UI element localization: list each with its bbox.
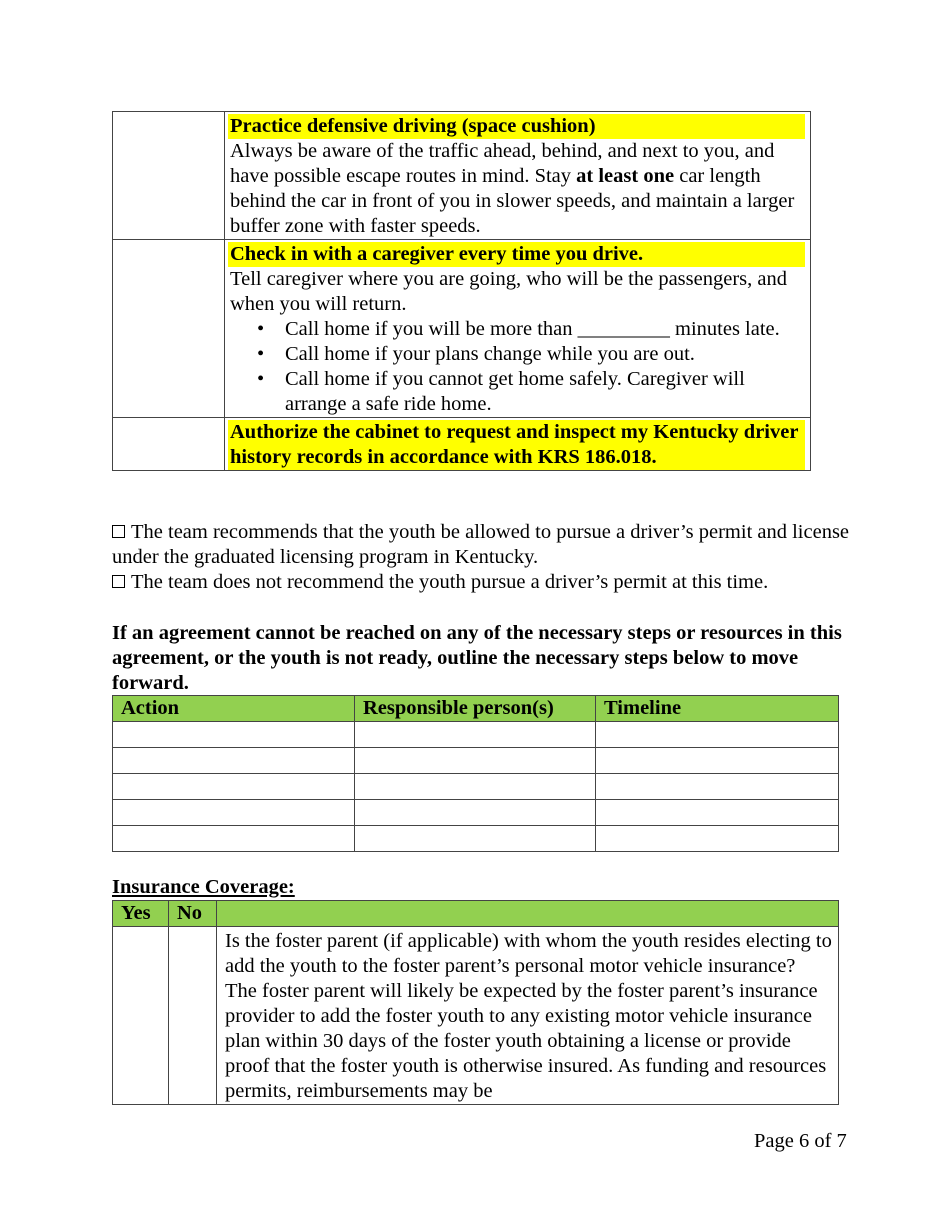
header-timeline: Timeline bbox=[596, 696, 839, 722]
responsible-cell[interactable] bbox=[355, 748, 596, 774]
header-no: No bbox=[169, 901, 217, 927]
recommend-option bbox=[112, 520, 852, 570]
timeline-cell[interactable] bbox=[596, 800, 839, 826]
table-header-row bbox=[113, 901, 839, 927]
table-row bbox=[113, 826, 839, 852]
list-item: • Call home if you cannot get home safely. Caregiver will arrange a safe ride home. bbox=[285, 367, 804, 417]
table-row bbox=[113, 112, 811, 240]
rule-cell bbox=[225, 112, 811, 240]
action-cell[interactable] bbox=[113, 748, 355, 774]
table-header-row bbox=[113, 696, 839, 722]
list-item: • Call home if your plans change while you are out. bbox=[285, 342, 804, 367]
no-cell[interactable] bbox=[169, 927, 217, 1105]
table-row bbox=[113, 748, 839, 774]
not-recommend-option bbox=[112, 570, 852, 595]
action-cell[interactable] bbox=[113, 826, 355, 852]
bullet-list bbox=[230, 317, 804, 417]
timeline-cell[interactable] bbox=[596, 748, 839, 774]
agreement-note: If an agreement cannot be reached on any of the necessary steps or resources in this agreement, or the youth is not ready, outline the necessary steps below to move forward. bbox=[112, 622, 842, 694]
driving-rules-table bbox=[112, 111, 811, 471]
steps-table bbox=[112, 695, 839, 852]
responsible-cell[interactable] bbox=[355, 722, 596, 748]
header-responsible: Responsible person(s) bbox=[355, 696, 596, 722]
not-recommend-text: The team does not recommend the youth pursue a driver’s permit at this time. bbox=[131, 571, 769, 593]
page-number: Page 6 of 7 bbox=[754, 1130, 847, 1152]
rule-heading: Authorize the cabinet to request and inspect my Kentucky driver history records in accordance with KRS 186.018. bbox=[228, 420, 805, 470]
timeline-cell[interactable] bbox=[596, 774, 839, 800]
table-row bbox=[113, 418, 811, 471]
header-action: Action bbox=[113, 696, 355, 722]
timeline-cell[interactable] bbox=[596, 826, 839, 852]
action-cell[interactable] bbox=[113, 722, 355, 748]
checkbox-recommend[interactable] bbox=[112, 525, 125, 538]
header-question bbox=[217, 901, 839, 927]
responsible-cell[interactable] bbox=[355, 800, 596, 826]
responsible-cell[interactable] bbox=[355, 826, 596, 852]
empty-cell bbox=[113, 112, 225, 240]
empty-cell bbox=[113, 240, 225, 418]
checkbox-not-recommend[interactable] bbox=[112, 575, 125, 588]
recommend-text: The team recommends that the youth be allowed to pursue a driver’s permit and license under the graduated licensing program in Kentucky. bbox=[112, 521, 850, 568]
rule-text: Always be aware of the traffic ahead, behind, and next to you, and have possible escape routes in mind. Stay at least one car length behind the car in front of you in slower speeds, and maintain a larger buffer zone with faster speeds. bbox=[230, 140, 795, 237]
rule-heading: Practice defensive driving (space cushion) bbox=[228, 114, 805, 139]
rule-heading: Check in with a caregiver every time you drive. bbox=[228, 242, 805, 267]
responsible-cell[interactable] bbox=[355, 774, 596, 800]
table-row bbox=[113, 927, 839, 1105]
yes-cell[interactable] bbox=[113, 927, 169, 1105]
insurance-title: Insurance Coverage: bbox=[112, 876, 295, 898]
header-yes: Yes bbox=[113, 901, 169, 927]
empty-cell bbox=[113, 418, 225, 471]
rule-text: Tell caregiver where you are going, who will be the passengers, and when you will return. bbox=[230, 268, 787, 315]
insurance-table bbox=[112, 900, 839, 1105]
insurance-question: Is the foster parent (if applicable) with whom the youth resides electing to add the youth to the foster parent’s personal motor vehicle insurance? The foster parent will likely be expected by the foster parent’s insurance provider to add the foster youth to any existing motor vehicle insurance plan within 30 days of the foster youth obtaining a license or provide proof that the foster youth is otherwise insured. As funding and resources permits, reimbursements may be bbox=[217, 927, 839, 1105]
rule-cell bbox=[225, 418, 811, 471]
list-item: • Call home if you will be more than _________ minutes late. bbox=[285, 317, 804, 342]
rule-cell bbox=[225, 240, 811, 418]
action-cell[interactable] bbox=[113, 800, 355, 826]
table-row bbox=[113, 800, 839, 826]
table-row bbox=[113, 240, 811, 418]
table-row bbox=[113, 722, 839, 748]
timeline-cell[interactable] bbox=[596, 722, 839, 748]
table-row bbox=[113, 774, 839, 800]
action-cell[interactable] bbox=[113, 774, 355, 800]
